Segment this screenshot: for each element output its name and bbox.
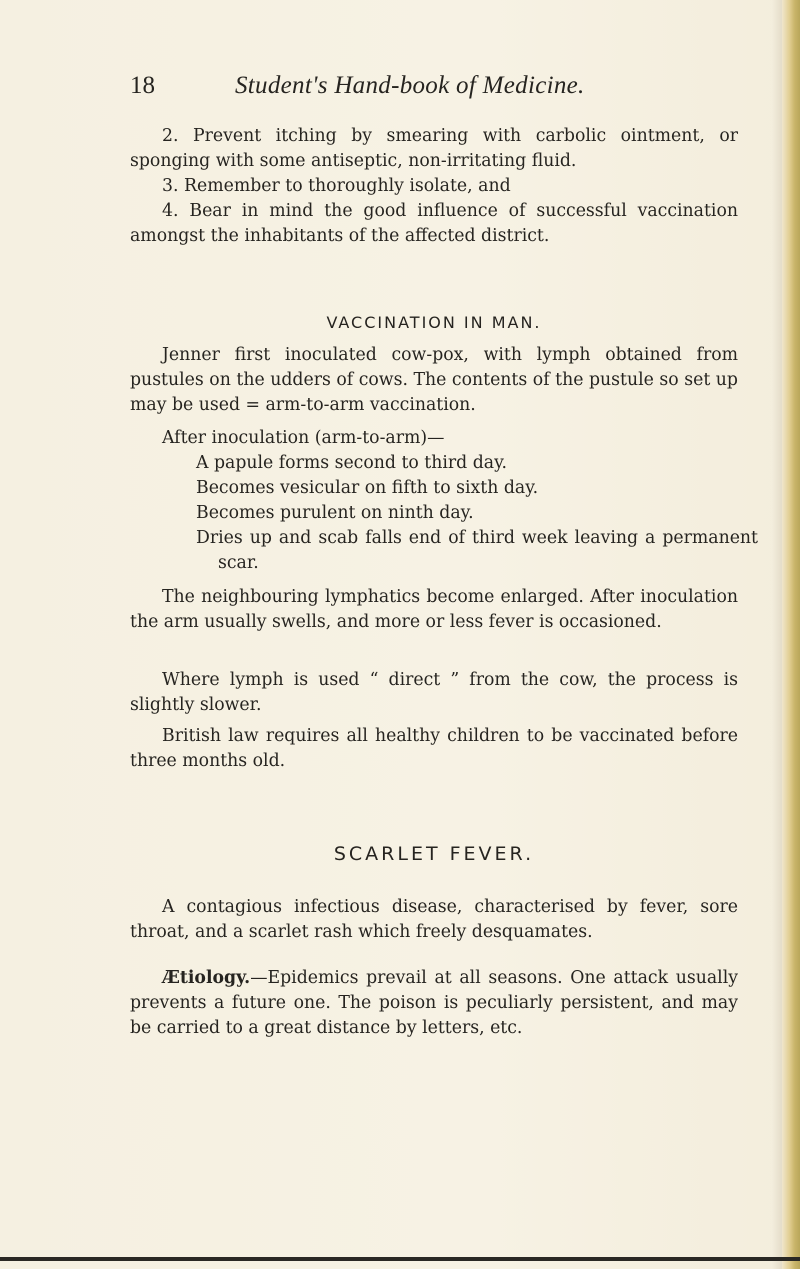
- aetiology-label: Ætiology.: [162, 968, 251, 988]
- page-edge: [782, 0, 800, 1269]
- section-heading-scarlet-fever: SCARLET FEVER.: [333, 843, 535, 865]
- vaccination-stages: [130, 426, 758, 576]
- scarlet-fever-definition: [130, 895, 738, 945]
- paragraph: Jenner first inoculated cow-pox, with lymph obtained from pustules on the udders of cows. The contents of the pustule so set up may be used = arm-to-arm vaccination.: [130, 345, 738, 415]
- scarlet-fever-aetiology: [130, 966, 738, 1041]
- stages-label: After inoculation (arm-to-arm)—: [162, 428, 445, 448]
- page-header: [130, 72, 650, 112]
- paragraph: A contagious infectious disease, characterised by fever, sore throat, and a scarlet rash which freely desquamates.: [130, 897, 738, 942]
- list-item: 3. Remember to thoroughly isolate, and: [162, 176, 511, 196]
- section-heading-vaccination: VACCINATION IN MAN.: [326, 313, 542, 332]
- page-gutter-shadow: [772, 0, 782, 1269]
- paragraph: British law requires all healthy children to be vaccinated before three months old.: [130, 726, 738, 771]
- stage-item: Dries up and scab falls end of third week leaving a permanent scar.: [196, 528, 758, 573]
- stage-item: Becomes purulent on ninth day.: [196, 503, 474, 523]
- vaccination-direct-lymph: [130, 668, 738, 718]
- list-item: 2. Prevent itching by smearing with carbolic ointment, or sponging with some antiseptic, non-irritating fluid.: [130, 126, 738, 171]
- paragraph: The neighbouring lymphatics become enlarged. After inoculation the arm usually swells, and more or less fever is occasioned.: [130, 587, 738, 632]
- page-number: 18: [130, 72, 155, 99]
- stage-item: Becomes vesicular on fifth to sixth day.: [196, 478, 539, 498]
- vaccination-intro: [130, 343, 738, 418]
- page-bottom-edge: [0, 1257, 800, 1261]
- running-title: Student's Hand-book of Medicine.: [235, 72, 585, 99]
- aetiology-text: —Epidemics prevail at all seasons. One attack usually prevents a future one. The poison is peculiarly persistent, and may be carried to a great distance by letters, etc.: [130, 968, 738, 1038]
- vaccination-law: [130, 724, 738, 774]
- list-item: 4. Bear in mind the good influence of successful vaccination amongst the inhabitants of the affected district.: [130, 201, 738, 246]
- paragraph: Where lymph is used “ direct ” from the cow, the process is slightly slower.: [130, 670, 738, 715]
- stage-item: A papule forms second to third day.: [196, 453, 508, 473]
- intro-list: [130, 124, 738, 249]
- paragraph: [130, 966, 738, 1041]
- vaccination-lymphatics: [130, 585, 738, 635]
